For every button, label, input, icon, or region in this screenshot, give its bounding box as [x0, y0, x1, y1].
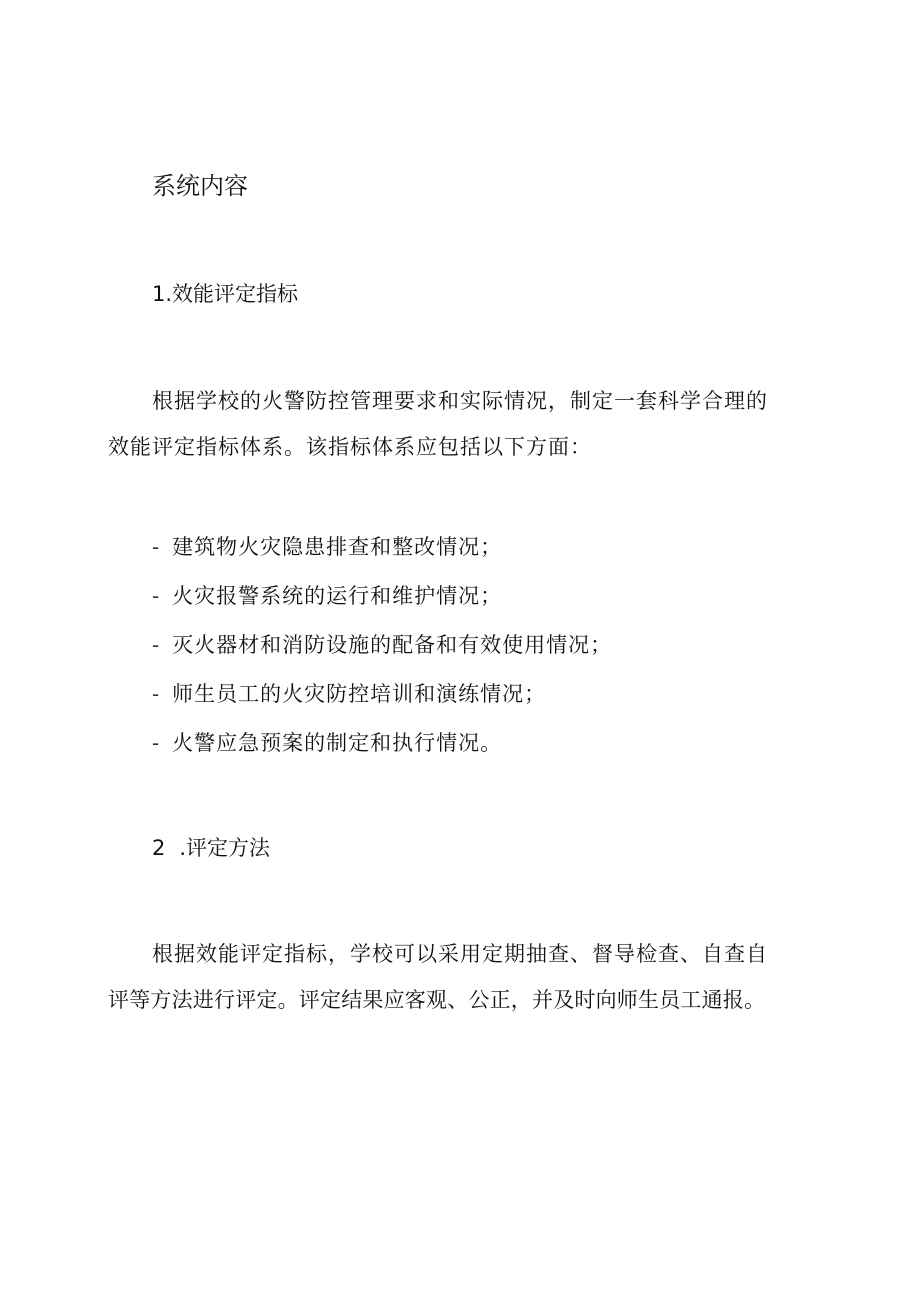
section-2-heading	[152, 833, 270, 863]
list-item	[152, 720, 612, 769]
bullet-dash: -	[152, 731, 161, 755]
criteria-list	[152, 524, 612, 769]
list-item-text: 火警应急预案的制定和执行情况。	[172, 731, 503, 755]
list-item	[152, 671, 612, 720]
section-2-heading-text: .评定方法	[179, 836, 271, 860]
list-item	[152, 573, 612, 622]
list-item-text: 灭火器材和消防设施的配备和有效使用情况；	[172, 633, 613, 657]
list-item	[152, 524, 612, 573]
section-1-paragraph-line-1: 根据学校的火警防控管理要求和实际情况，制定一套科学合理的	[152, 389, 768, 413]
section-1-paragraph-line-2: 效能评定指标体系。该指标体系应包括以下方面：	[108, 435, 592, 459]
list-item-text: 建筑物火灾隐患排查和整改情况；	[172, 535, 503, 559]
bullet-dash: -	[152, 682, 161, 706]
bullet-dash: -	[152, 584, 161, 608]
section-1-heading: 1.效能评定指标	[152, 282, 299, 306]
section-2-heading-number: 2	[152, 836, 166, 860]
section-2-paragraph-line-2: 评等方法进行评定。评定结果应客观、公正，并及时向师生员工通报。	[108, 988, 766, 1012]
bullet-dash: -	[152, 535, 161, 559]
bullet-dash: -	[152, 633, 161, 657]
section-1-paragraph	[108, 378, 828, 470]
list-item-text: 火灾报警系统的运行和维护情况；	[172, 584, 503, 608]
section-2-paragraph-line-1: 根据效能评定指标，学校可以采用定期抽查、督导检查、自查自	[152, 942, 768, 966]
section-2-paragraph	[108, 931, 828, 1023]
document-title: 系统内容	[152, 172, 248, 200]
list-item-text: 师生员工的火灾防控培训和演练情况；	[172, 682, 547, 706]
list-item	[152, 622, 612, 671]
